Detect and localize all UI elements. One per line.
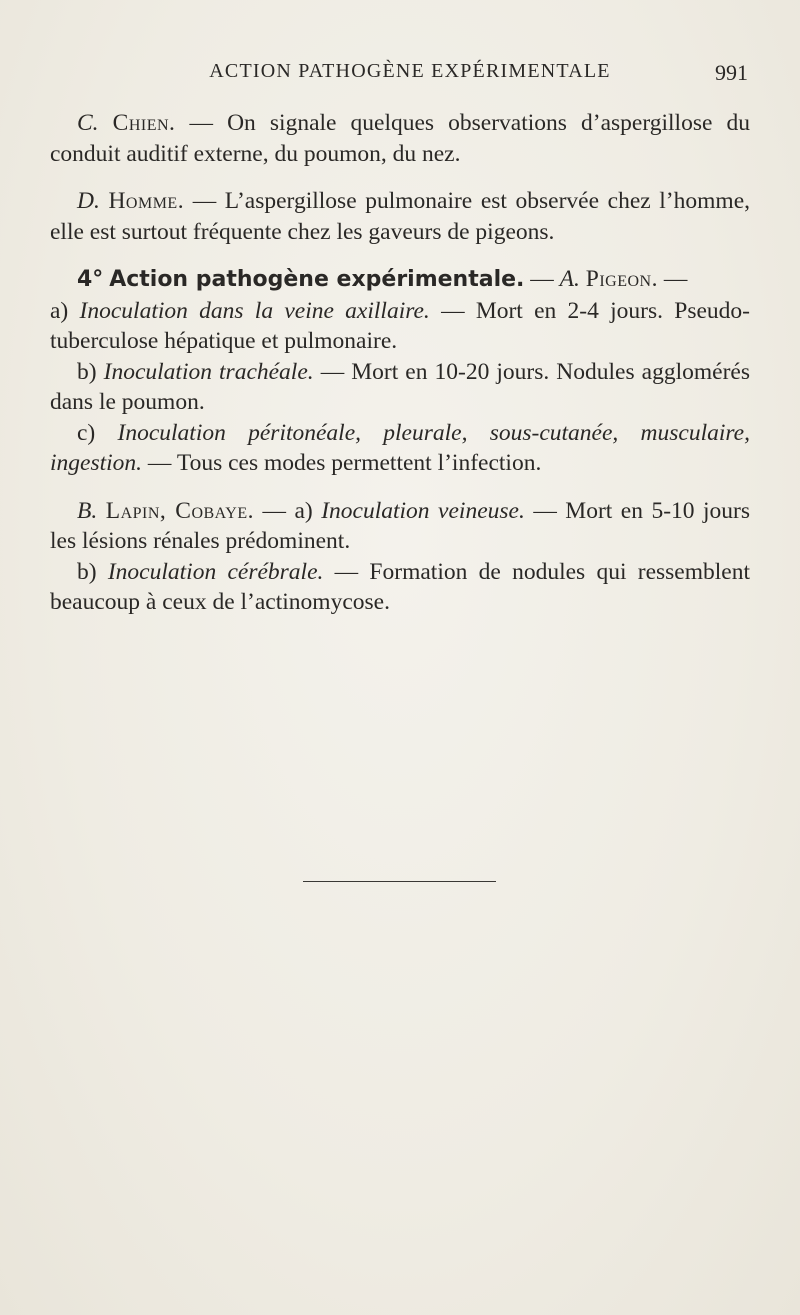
item-text: — Formation de nodules qui ressemblent beaucoup à ceux de l’actinomycose.	[50, 558, 750, 615]
section-letter: D.	[77, 188, 100, 214]
item-title: Inoculation veineuse.	[321, 497, 525, 524]
list-item-a	[50, 296, 750, 357]
item-text: — Mort en 2-4 jours. Pseudo-tuberculose hépatique et pulmonaire.	[50, 297, 750, 354]
item-text: — Mort en 5-10 jours les lésions rénales prédominent.	[50, 497, 751, 554]
paragraph-homme	[50, 186, 750, 247]
dash: —	[524, 266, 560, 292]
section-label: Chien.	[112, 110, 176, 136]
subsection-label: Pigeon.	[585, 266, 658, 292]
dash: —	[253, 497, 295, 524]
list-item-b	[50, 357, 750, 418]
section-letter: C.	[77, 110, 99, 136]
paragraph-text: — On signale quelques observations d’aspergillose du conduit auditif externe, du poumon, du nez.	[50, 110, 750, 167]
subsection-letter: A.	[559, 266, 580, 292]
paragraph-chien	[50, 108, 750, 169]
running-title: ACTION PATHOGÈNE EXPÉRIMENTALE	[209, 60, 611, 82]
item-prefix: b)	[77, 558, 108, 585]
section-end-rule	[303, 881, 496, 882]
item-title: Inoculation dans la veine axillaire.	[79, 297, 430, 324]
paragraph-text: — L’aspergillose pulmonaire est observée chez l’homme, elle est surtout fréquente chez les gaveurs de pigeons.	[50, 188, 750, 245]
item-title: Inoculation cérébrale.	[107, 558, 324, 585]
section-title: Action pathogène expérimentale.	[109, 267, 525, 292]
list-item-c	[50, 418, 750, 479]
section-number: 4°	[77, 267, 104, 292]
list-item-b-cerebrale	[50, 557, 750, 618]
item-prefix: b)	[77, 358, 104, 385]
item-title: Inoculation péritonéale, pleurale, sous-cutanée, musculaire, ingestion.	[50, 419, 750, 476]
item-prefix: a)	[294, 497, 322, 524]
page-number: 991	[715, 60, 748, 85]
item-prefix: c)	[77, 419, 118, 446]
section-heading-4	[50, 264, 750, 296]
item-title: Inoculation trachéale.	[103, 358, 314, 385]
item-text: — Mort en 10-20 jours. Nodules agglomérés dans le poumon.	[50, 358, 750, 415]
dash: —	[657, 266, 688, 292]
item-text: — Tous ces modes permettent l’infection.	[142, 450, 542, 476]
section-label: Lapin, Cobaye.	[105, 497, 254, 524]
section-label: Homme.	[108, 188, 185, 214]
item-prefix: a)	[50, 297, 80, 324]
paragraph-lapin	[50, 496, 750, 557]
section-letter: B.	[77, 497, 98, 524]
page-body	[50, 108, 750, 618]
